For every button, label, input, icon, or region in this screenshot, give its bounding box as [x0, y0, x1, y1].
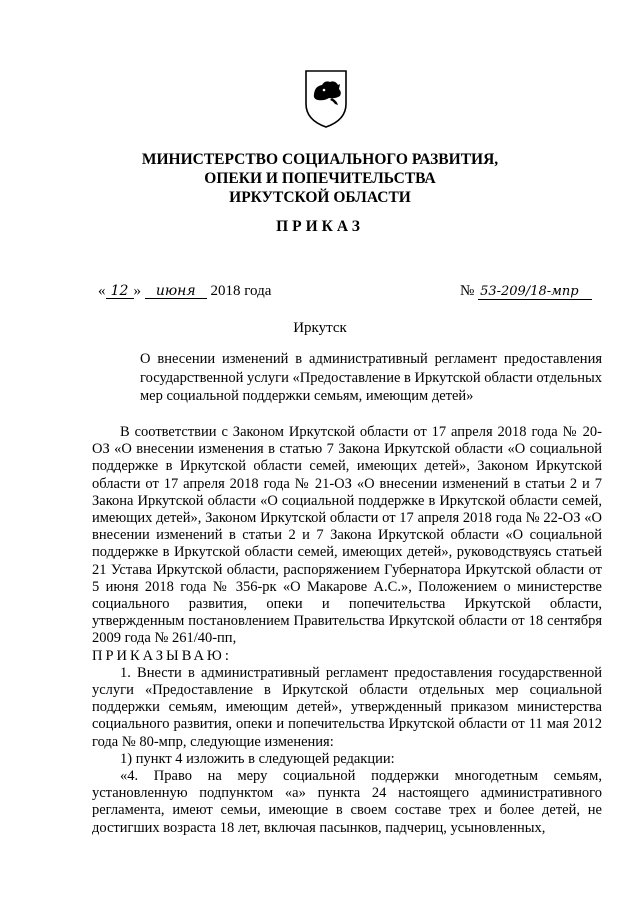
date-day: 12	[106, 284, 134, 299]
order-number	[460, 283, 592, 300]
item-1-paragraph: 1. Внести в административный регламент предоставления государственной услуги «Предоставление в Иркутской области отдельных мер социальной поддержки семьям, имеющим детей», утвержденный приказом министерства социального развития, опеки и попечительства Иркутской области от 11 мая 2012 года № 80-мпр, следующие изменения:	[92, 664, 602, 750]
document-body	[92, 424, 602, 837]
order-title: ПРИКАЗ	[276, 218, 364, 235]
number-value: 53-209/18-мпр	[478, 285, 592, 300]
item-1-1-paragraph: 1) пункт 4 изложить в следующей редакции:	[120, 750, 395, 767]
ministry-name-line2: ОПЕКИ И ПОПЕЧИТЕЛЬСТВА	[204, 170, 436, 187]
order-subject: О внесении изменений в административный регламент предоставления государственной услуги «Предоставление в Иркутской области отдельных мер социальной поддержки семьям, имеющим детей»	[140, 351, 602, 404]
date-quote-close: »	[133, 283, 141, 299]
order-date	[98, 283, 271, 300]
date-month: июня	[145, 284, 207, 299]
ministry-name-line1: МИНИСТЕРСТВО СОЦИАЛЬНОГО РАЗВИТИЯ,	[141, 151, 499, 168]
city: Иркутск	[293, 320, 347, 336]
date-quote-open: «	[98, 283, 106, 299]
ministry-name-line3: ИРКУТСКОЙ ОБЛАСТИ	[229, 189, 411, 206]
quoted-paragraph: «4. Право на меру социальной поддержки многодетным семьям, установленную подпунктом «а» пункта 24 настоящего административного регламента, имеют семьи, имеющие в своем составе трех и более детей, не достигших возраста 18 лет, включая пасынков, падчериц, усыновленных,	[92, 768, 602, 836]
irkutsk-coat-of-arms-icon	[302, 68, 350, 130]
order-word: ПРИКАЗЫВАЮ:	[92, 647, 232, 664]
date-year: 2018 года	[210, 283, 272, 299]
number-prefix: №	[460, 283, 475, 299]
preamble-paragraph: В соответствии с Законом Иркутской области от 17 апреля 2018 года № 20-ОЗ «О внесении изменения в статью 7 Закона Иркутской области «О социальной поддержке в Иркутской области семей, имеющих детей», Законом Иркутской области от 17 апреля 2018 года № 21-ОЗ «О внесении изменений в статьи 2 и 7 Закона Иркутской области «О социальной поддержке в Иркутской области семей, имеющих детей», Законом Иркутской области от 17 апреля 2018 года № 22-ОЗ «О внесении изменений в статьи 2 и 7 Закона Иркутской области «О социальной поддержке в Иркутской области семей, имеющих детей», руководствуясь статьей 21 Устава Иркутской области, распоряжением Губернатора Иркутской области от 5 июня 2018 года № 356-рк «О Макарове А.С.», Положением о министерстве социального развития, опеки и попечительства Иркутской области, утвержденным постановлением Правительства Иркутской области от 18 сентября 2009 года № 261/40-пп,	[92, 424, 602, 647]
